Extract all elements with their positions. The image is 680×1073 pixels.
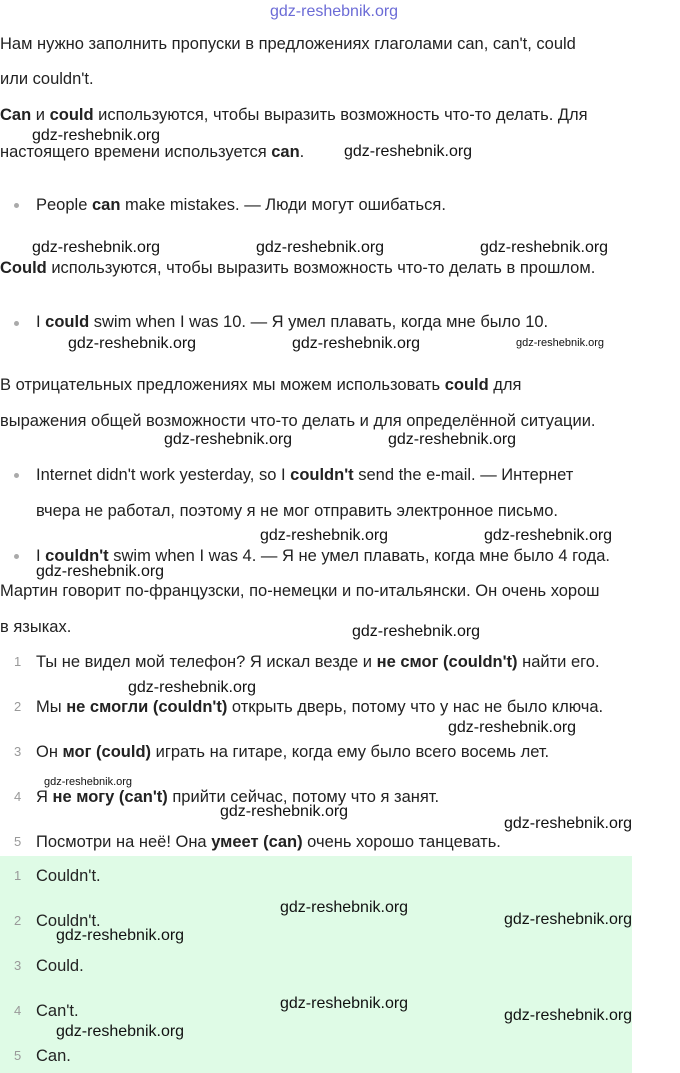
- task-text-line-2: в языках.: [0, 618, 72, 636]
- watermark: gdz-reshebnik.org: [270, 3, 399, 20]
- watermark: gdz-reshebnik.org: [448, 719, 577, 736]
- watermark: gdz-reshebnik.org: [32, 127, 161, 144]
- watermark: gdz-reshebnik.org: [256, 239, 385, 256]
- watermark: gdz-reshebnik.org: [292, 335, 421, 352]
- watermark: gdz-reshebnik.org: [280, 899, 409, 916]
- item-number: 3: [14, 744, 22, 759]
- sentence-1: Ты не видел мой телефон? Я искал везде и не смог (couldn't) найти его.: [36, 653, 600, 671]
- watermark: gdz-reshebnik.org: [484, 527, 613, 544]
- item-number: 2: [14, 699, 22, 714]
- task-text-line-1: Мартин говорит по-французски, по-немецки и по-итальянски. Он очень хорош: [0, 582, 600, 600]
- answer-number: 1: [14, 868, 22, 883]
- example-3-line-2: вчера не работал, поэтому я не мог отправить электронное письмо.: [36, 502, 558, 520]
- watermark: gdz-reshebnik.org: [504, 911, 633, 928]
- bullet: [14, 203, 19, 208]
- example-2: I could swim when I was 10. — Я умел плавать, когда мне было 10.: [36, 313, 549, 331]
- watermark: gdz-reshebnik.org: [56, 927, 185, 944]
- rule-3-line-1: В отрицательных предложениях мы можем использовать could для: [0, 376, 522, 394]
- sentence-3: Он мог (could) играть на гитаре, когда ему было всего восемь лет.: [36, 743, 550, 761]
- watermark: gdz-reshebnik.org: [516, 337, 605, 349]
- example-4: I couldn't swim when I was 4. — Я не умел плавать, когда мне было 4 года.: [36, 547, 611, 565]
- answer-number: 4: [14, 1003, 22, 1018]
- watermark: gdz-reshebnik.org: [504, 1007, 633, 1024]
- sentence-2: Мы не смогли (couldn't) открыть дверь, потому что у нас не было ключа.: [36, 698, 604, 716]
- bullet: [14, 473, 19, 478]
- sentence-5: Посмотри на неё! Она умеет (can) очень хорошо танцевать.: [36, 833, 501, 851]
- answer-number: 2: [14, 913, 22, 928]
- watermark: gdz-reshebnik.org: [32, 239, 161, 256]
- example-1: People can make mistakes. — Люди могут ошибаться.: [36, 196, 446, 214]
- watermark: gdz-reshebnik.org: [36, 563, 165, 580]
- watermark: gdz-reshebnik.org: [44, 776, 133, 788]
- watermark: gdz-reshebnik.org: [480, 239, 609, 256]
- watermark: gdz-reshebnik.org: [344, 143, 473, 160]
- item-number: 1: [14, 654, 22, 669]
- watermark: gdz-reshebnik.org: [128, 679, 257, 696]
- rule-2: Could используются, чтобы выразить возможность что-то делать в прошлом.: [0, 259, 596, 277]
- bullet: [14, 321, 19, 326]
- answer-2: Couldn't.: [36, 912, 101, 930]
- watermark: gdz-reshebnik.org: [388, 431, 517, 448]
- bullet: [14, 554, 19, 559]
- rule-3-line-2: выражения общей возможности что-то делать и для определённой ситуации.: [0, 412, 596, 430]
- rule-1-line-2: настоящего времени используется can.: [0, 143, 305, 161]
- watermark: gdz-reshebnik.org: [280, 995, 409, 1012]
- intro-line-1: Нам нужно заполнить пропуски в предложениях глаголами can, can't, could: [0, 35, 576, 53]
- answer-1: Couldn't.: [36, 867, 101, 885]
- rule-1-line-1: Can и could используются, чтобы выразить возможность что-то делать. Для: [0, 106, 588, 124]
- watermark: gdz-reshebnik.org: [164, 431, 293, 448]
- watermark: gdz-reshebnik.org: [68, 335, 197, 352]
- answer-number: 5: [14, 1048, 22, 1063]
- sentence-4: Я не могу (can't) прийти сейчас, потому что я занят.: [36, 788, 440, 806]
- watermark: gdz-reshebnik.org: [260, 527, 389, 544]
- watermark: gdz-reshebnik.org: [220, 803, 349, 820]
- item-number: 5: [14, 834, 22, 849]
- watermark: gdz-reshebnik.org: [504, 815, 633, 832]
- answer-5: Can.: [36, 1047, 71, 1065]
- watermark: gdz-reshebnik.org: [352, 623, 481, 640]
- answer-number: 3: [14, 958, 22, 973]
- example-3-line-1: Internet didn't work yesterday, so I couldn't send the e-mail. — Интернет: [36, 466, 574, 484]
- intro-line-2: или couldn't.: [0, 70, 94, 88]
- answer-4: Can't.: [36, 1002, 79, 1020]
- watermark: gdz-reshebnik.org: [56, 1023, 185, 1040]
- answer-3: Could.: [36, 957, 84, 975]
- item-number: 4: [14, 789, 22, 804]
